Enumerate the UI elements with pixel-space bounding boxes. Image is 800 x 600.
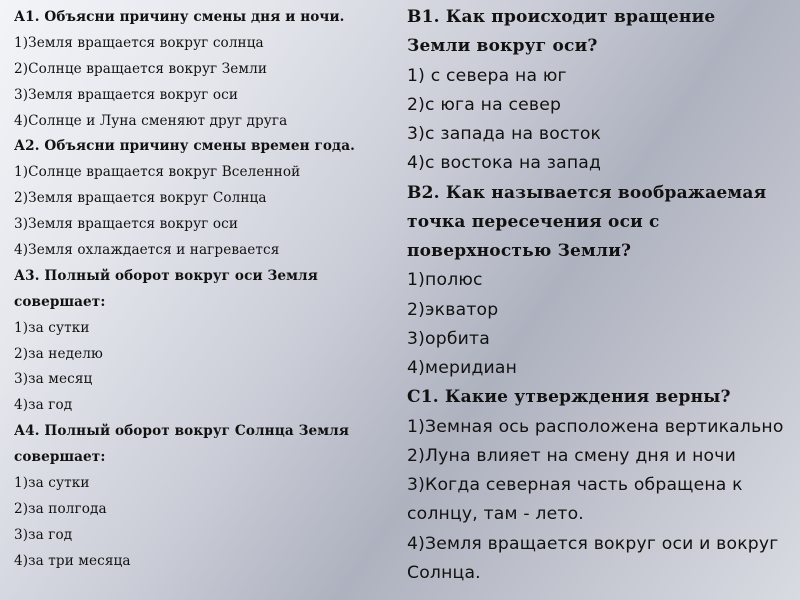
question-b2-line: поверхностью Земли? bbox=[407, 241, 632, 261]
answer-option: 1)Земля вращается вокруг солнца bbox=[14, 34, 264, 51]
answer-option: 1)Солнце вращается вокруг Вселенной bbox=[14, 164, 301, 181]
answer-option: Солнца. bbox=[407, 562, 481, 583]
answer-option: 3)за год bbox=[14, 526, 73, 543]
answer-option: 4)Земля охлаждается и нагревается bbox=[14, 242, 280, 259]
answer-option: 4)меридиан bbox=[407, 358, 518, 378]
answer-option: 1) с севера на юг bbox=[407, 65, 567, 86]
answer-option: 3)за месяц bbox=[14, 371, 93, 388]
answer-option: солнцу, там - лето. bbox=[407, 504, 584, 525]
answer-option: 4)Солнце и Луна сменяют друг друга bbox=[14, 112, 288, 129]
answer-option: 1)за сутки bbox=[14, 475, 90, 492]
answer-option: 1)Земная ось расположена вертикально bbox=[407, 416, 784, 437]
answer-option: 3)с запада на восток bbox=[407, 124, 602, 144]
answer-option: 4)Земля вращается вокруг оси и вокруг bbox=[407, 533, 779, 554]
right-column bbox=[407, 0, 797, 588]
question-b2-line: точка пересечения оси с bbox=[407, 211, 660, 232]
answer-option: 2)экватор bbox=[407, 299, 499, 320]
answer-option: 2)Земля вращается вокруг Солнца bbox=[14, 190, 267, 207]
question-a4-line: А4. Полный оборот вокруг Солнца Земля bbox=[14, 423, 349, 440]
answer-option: 2)Солнце вращается вокруг Земли bbox=[14, 60, 267, 77]
answer-option: 3)Когда северная часть обращена к bbox=[407, 475, 743, 495]
question-b1-line: В1. Как происходит вращение bbox=[407, 7, 716, 27]
answer-option: 2)с юга на север bbox=[407, 94, 562, 115]
answer-option: 4)с востока на запад bbox=[407, 153, 602, 174]
left-column bbox=[14, 0, 394, 575]
question-a1: А1. Объясни причину смены дня и ночи. bbox=[14, 9, 345, 25]
question-b2-line: В2. Как называется воображаемая bbox=[407, 182, 767, 203]
answer-option: 4)за год bbox=[14, 397, 73, 414]
question-a2: А2. Объясни причину смены времен года. bbox=[14, 138, 355, 155]
answer-option: 4)за три месяца bbox=[14, 552, 131, 569]
answer-option: 3)Земля вращается вокруг оси bbox=[14, 216, 238, 233]
answer-option: 1)полюс bbox=[407, 270, 483, 291]
question-a4-line: совершает: bbox=[14, 449, 106, 466]
question-b1-line: Земли вокруг оси? bbox=[407, 36, 598, 57]
answer-option: 2)Луна влияет на смену дня и ночи bbox=[407, 445, 736, 466]
answer-option: 2)за полгода bbox=[14, 500, 107, 517]
answer-option: 2)за неделю bbox=[14, 345, 103, 362]
answer-option: 3)орбита bbox=[407, 328, 490, 349]
question-a3-line: совершает: bbox=[14, 293, 106, 310]
question-a3-line: А3. Полный оборот вокруг оси Земля bbox=[14, 267, 318, 284]
answer-option: 3)Земля вращается вокруг оси bbox=[14, 86, 238, 103]
question-c1: С1. Какие утверждения верны? bbox=[407, 387, 731, 408]
answer-option: 1)за сутки bbox=[14, 319, 90, 336]
